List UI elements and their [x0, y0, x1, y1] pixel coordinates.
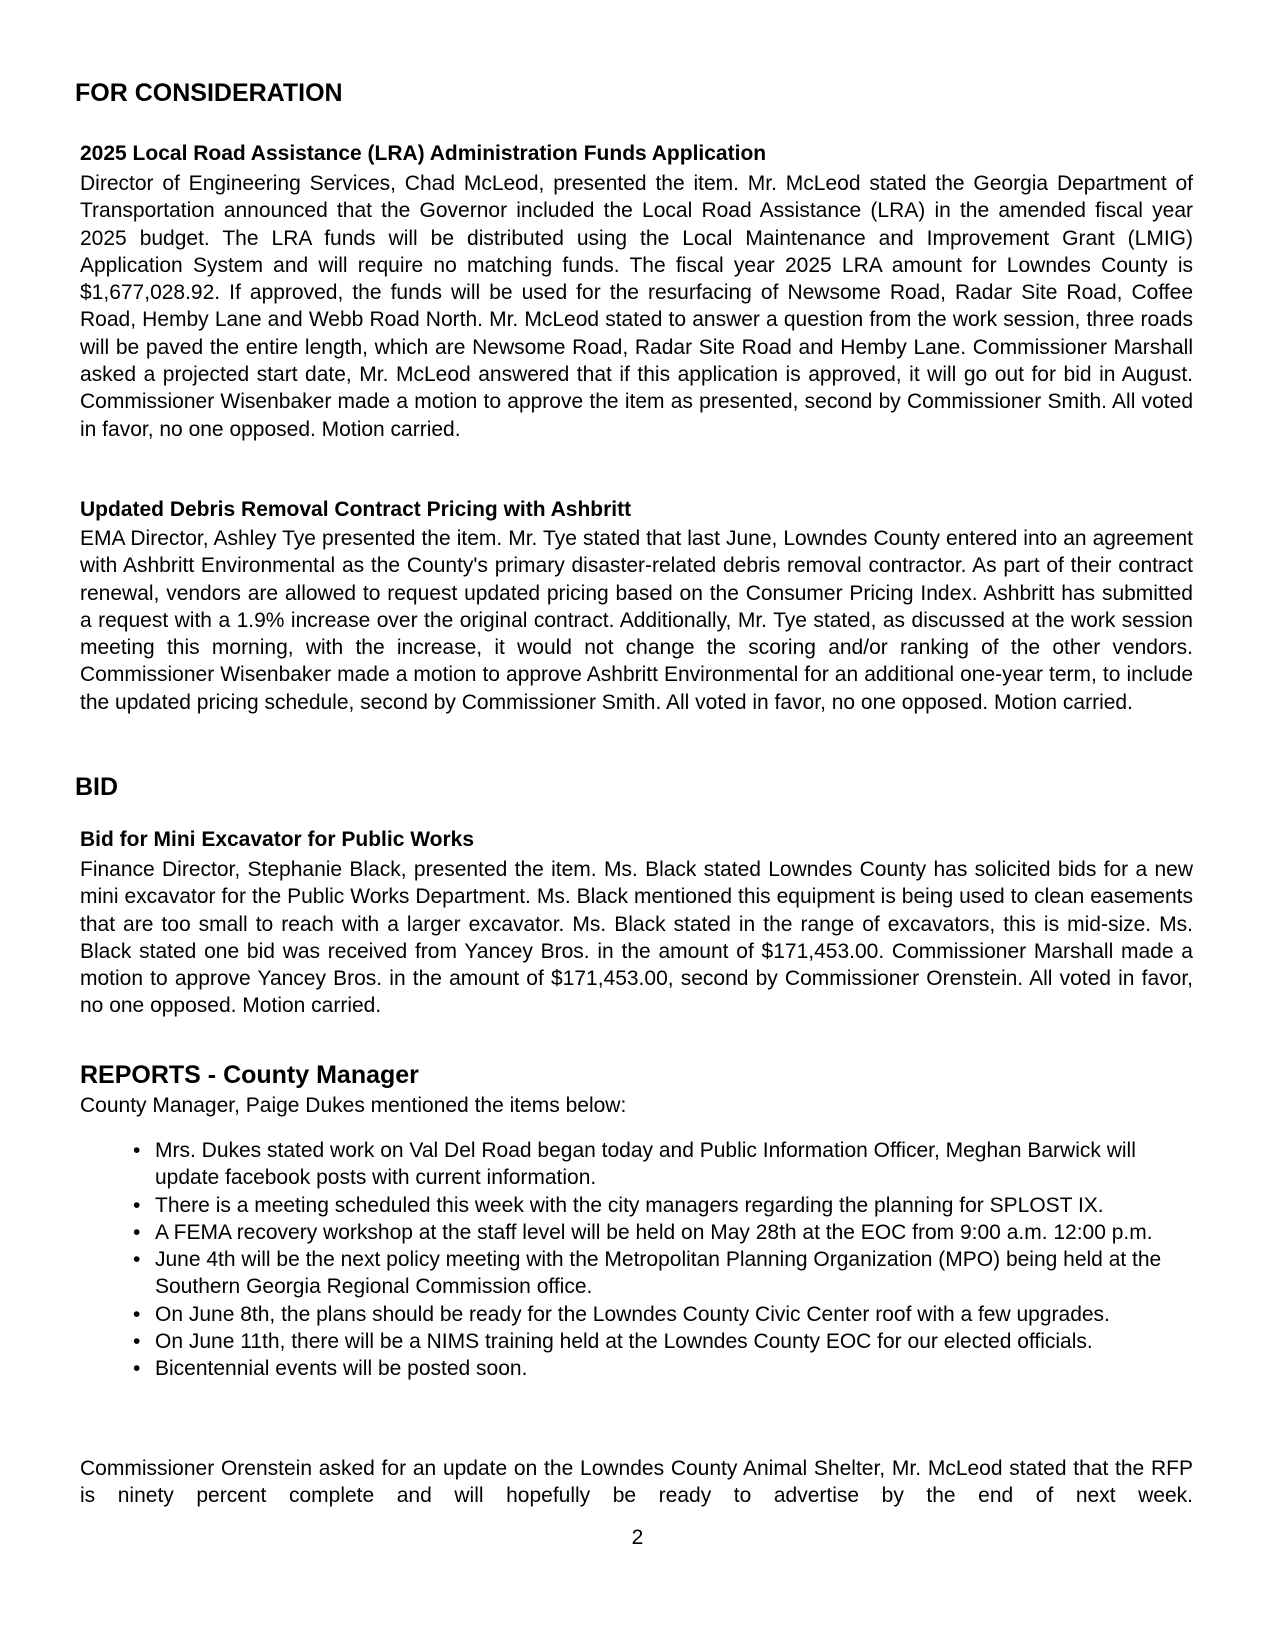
- item-body-debris-removal: EMA Director, Ashley Tye presented the item. Mr. Tye stated that last June, Lowndes County entered into an agreement with Ashbritt Environmental as the County's primary disaster-related debris removal contractor. As part of their contract renewal, vendors are allowed to request updated pricing based on the Consumer Pricing Index. Ashbritt has submitted a request with a 1.9% increase over the original contract. Additionally, Mr. Tye stated, as discussed at the work session meeting this morning, with the increase, it would not change the scoring and/or ranking of the other vendors. Commissioner Wisenbaker made a motion to approve Ashbritt Environmental for an additional one-year term, to include the updated pricing schedule, second by Commissioner Smith. All voted in favor, no one opposed. Motion carried.: [80, 527, 1193, 714]
- reports-intro: County Manager, Paige Dukes mentioned the items below:: [80, 1094, 627, 1117]
- list-item: • Mrs. Dukes stated work on Val Del Road began today and Public Information Officer, Meghan Barwick will update facebook posts with current information.: [130, 1137, 1193, 1192]
- list-item: • June 4th will be the next policy meeting with the Metropolitan Planning Organization (MPO) being held at the Southern Georgia Regional Commission office.: [130, 1246, 1193, 1301]
- page-number: 2: [631, 1526, 644, 1549]
- list-item: • On June 8th, the plans should be ready for the Lowndes County Civic Center roof with a few upgrades.: [130, 1301, 1193, 1328]
- section-heading-reports: REPORTS - County Manager: [80, 1061, 419, 1089]
- reports-closing-paragraph: Commissioner Orenstein asked for an update on the Lowndes County Animal Shelter, Mr. McLeod stated that the RFP is ninety percent complete and will hopefully be ready to advertise by the end of next week.: [80, 1457, 1193, 1508]
- item-title-mini-excavator: Bid for Mini Excavator for Public Works: [80, 828, 475, 851]
- list-item: • Bicentennial events will be posted soon.: [130, 1355, 1193, 1382]
- item-body-lra-funds: Director of Engineering Services, Chad McLeod, presented the item. Mr. McLeod stated the Georgia Department of Transportation announced that the Governor included the Local Road Assistance (LRA) in the amended fiscal year 2025 budget. The LRA funds will be distributed using the Local Maintenance and Improvement Grant (LMIG) Application System and will require no matching funds. The fiscal year 2025 LRA amount for Lowndes County is $1,677,028.92. If approved, the funds will be used for the resurfacing of Newsome Road, Radar Site Road, Coffee Road, Hemby Lane and Webb Road North. Mr. McLeod stated to answer a question from the work session, three roads will be paved the entire length, which are Newsome Road, Radar Site Road and Hemby Lane. Commissioner Marshall asked a projected start date, Mr. McLeod answered that if this application is approved, it will go out for bid in August. Commissioner Wisenbaker made a motion to approve the item as presented, second by Commissioner Smith. All voted in favor, no one opposed. Motion carried.: [80, 172, 1193, 441]
- item-title-debris-removal: Updated Debris Removal Contract Pricing with Ashbritt: [80, 498, 632, 521]
- list-item: • On June 11th, there will be a NIMS training held at the Lowndes County EOC for our elected officials.: [130, 1328, 1193, 1355]
- reports-bullet-list: [130, 1137, 1193, 1383]
- list-item: • A FEMA recovery workshop at the staff level will be held on May 28th at the EOC from 9:00 a.m. 12:00 p.m.: [130, 1219, 1193, 1246]
- list-item: • There is a meeting scheduled this week with the city managers regarding the planning for SPLOST IX.: [130, 1192, 1193, 1219]
- section-heading-for-consideration: FOR CONSIDERATION: [75, 79, 343, 107]
- section-heading-bid: BID: [75, 773, 119, 801]
- item-body-mini-excavator: Finance Director, Stephanie Black, presented the item. Ms. Black stated Lowndes County has solicited bids for a new mini excavator for the Public Works Department. Ms. Black mentioned this equipment is being used to clean easements that are too small to reach with a larger excavator. Ms. Black stated in the range of excavators, this is mid-size. Ms. Black stated one bid was received from Yancey Bros. in the amount of $171,453.00. Commissioner Marshall made a motion to approve Yancey Bros. in the amount of $171,453.00, second by Commissioner Orenstein. All voted in favor, no one opposed. Motion carried.: [80, 858, 1193, 1018]
- item-title-lra-funds: 2025 Local Road Assistance (LRA) Administration Funds Application: [80, 142, 767, 165]
